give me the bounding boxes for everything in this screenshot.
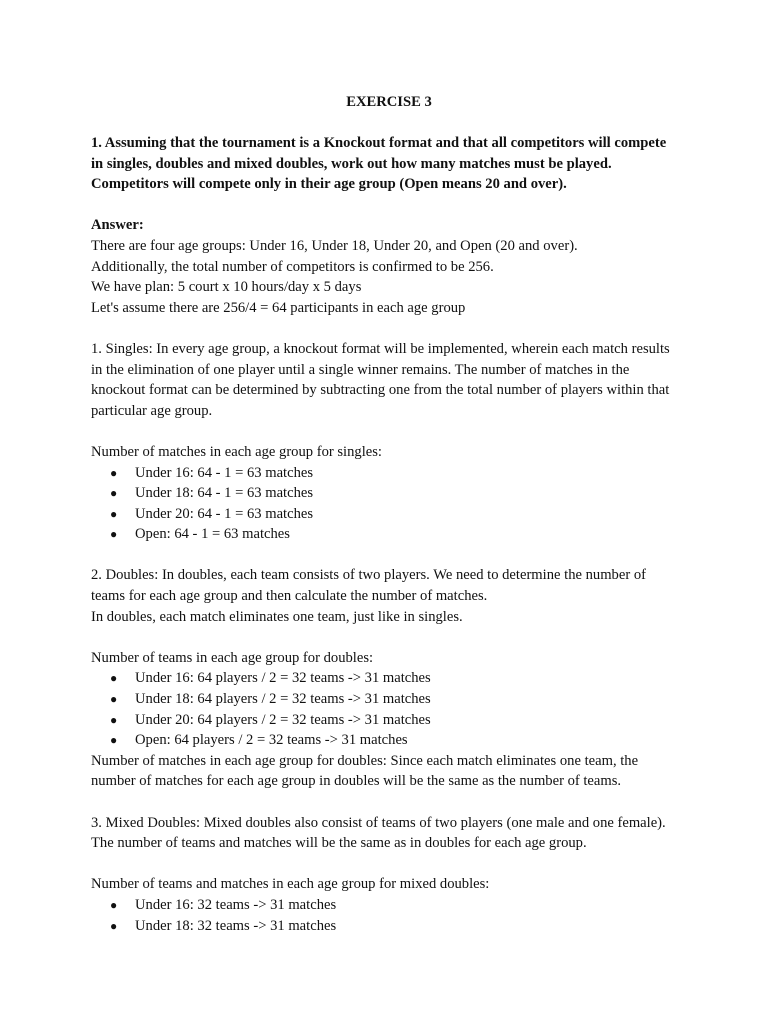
singles-paragraph: 1. Singles: In every age group, a knockout format will be implemented, wherein each match results in the elimination of one player until a single winner remains. The number of matches in the knockout format can be determined by subtracting one from the total number of players within that particular age group.	[91, 340, 670, 419]
bullet-icon: ●	[110, 712, 118, 727]
list-item	[91, 504, 681, 525]
list-item-text: Under 16: 64 players / 2 = 32 teams -> 31 matches	[135, 670, 431, 687]
list-item	[91, 710, 681, 731]
doubles-paragraph: In doubles, each match eliminates one team, just like in singles.	[91, 608, 463, 625]
bullet-icon: ●	[110, 692, 118, 707]
list-item	[91, 730, 681, 751]
list-item	[91, 668, 681, 689]
answer-label: Answer:	[91, 217, 144, 234]
doubles-list	[91, 668, 681, 750]
bullet-icon: ●	[110, 486, 118, 501]
singles-list-intro: Number of matches in each age group for singles:	[91, 443, 382, 460]
list-item	[91, 916, 681, 937]
bullet-icon: ●	[110, 506, 118, 521]
list-item	[91, 895, 681, 916]
doubles-list-intro: Number of teams in each age group for doubles:	[91, 649, 374, 666]
list-item-text: Under 18: 64 players / 2 = 32 teams -> 31 matches	[135, 691, 431, 708]
answer-line: Let's assume there are 256/4 = 64 participants in each age group	[91, 299, 466, 316]
mixed-list-intro: Number of teams and matches in each age group for mixed doubles:	[91, 876, 490, 893]
list-item-text: Under 18: 64 - 1 = 63 matches	[135, 485, 314, 502]
bullet-icon: ●	[110, 897, 118, 912]
list-item-text: Under 16: 32 teams -> 31 matches	[135, 896, 337, 913]
bullet-icon: ●	[110, 527, 118, 542]
list-item-text: Open: 64 players / 2 = 32 teams -> 31 matches	[135, 732, 408, 749]
mixed-list-section	[91, 874, 681, 936]
answer-line: We have plan: 5 court x 10 hours/day x 5 days	[91, 279, 362, 296]
list-item-text: Under 20: 64 - 1 = 63 matches	[135, 505, 314, 522]
singles-list	[91, 463, 681, 545]
list-item-text: Under 18: 32 teams -> 31 matches	[135, 917, 337, 934]
bullet-icon: ●	[110, 465, 118, 480]
doubles-closing: Number of matches in each age group for doubles: Since each match eliminates one team, the number of matches for each age group in doubles will be the same as the number of teams.	[91, 752, 639, 790]
list-item	[91, 689, 681, 710]
bullet-icon: ●	[110, 671, 118, 686]
list-item	[91, 524, 681, 545]
bullet-icon: ●	[110, 733, 118, 748]
doubles-paragraph-section	[91, 565, 681, 627]
document-page	[91, 92, 681, 936]
list-item	[91, 483, 681, 504]
answer-section	[91, 215, 681, 318]
doubles-list-section	[91, 648, 681, 792]
answer-line: There are four age groups: Under 16, Under 18, Under 20, and Open (20 and over).	[91, 237, 578, 254]
answer-line: Additionally, the total number of competitors is confirmed to be 256.	[91, 258, 494, 275]
list-item	[91, 463, 681, 484]
singles-list-section	[91, 442, 681, 545]
doubles-paragraph: 2. Doubles: In doubles, each team consists of two players. We need to determine the number of teams for each age group and then calculate the number of matches.	[91, 567, 646, 605]
list-item-text: Under 20: 64 players / 2 = 32 teams -> 31 matches	[135, 711, 431, 728]
list-item-text: Under 16: 64 - 1 = 63 matches	[135, 464, 314, 481]
bullet-icon: ●	[110, 918, 118, 933]
page-title: EXERCISE 3	[346, 94, 432, 110]
mixed-paragraph: 3. Mixed Doubles: Mixed doubles also consist of teams of two players (one male and one female). The number of teams and matches will be the same as in doubles for each age group.	[91, 814, 666, 852]
mixed-list	[91, 895, 681, 936]
question-text: 1. Assuming that the tournament is a Knockout format and that all competitors will compete in singles, doubles and mixed doubles, work out how many matches must be played. Competitors will compete only in their age group (Open means 20 and over).	[91, 135, 667, 193]
list-item-text: Open: 64 - 1 = 63 matches	[135, 526, 290, 543]
